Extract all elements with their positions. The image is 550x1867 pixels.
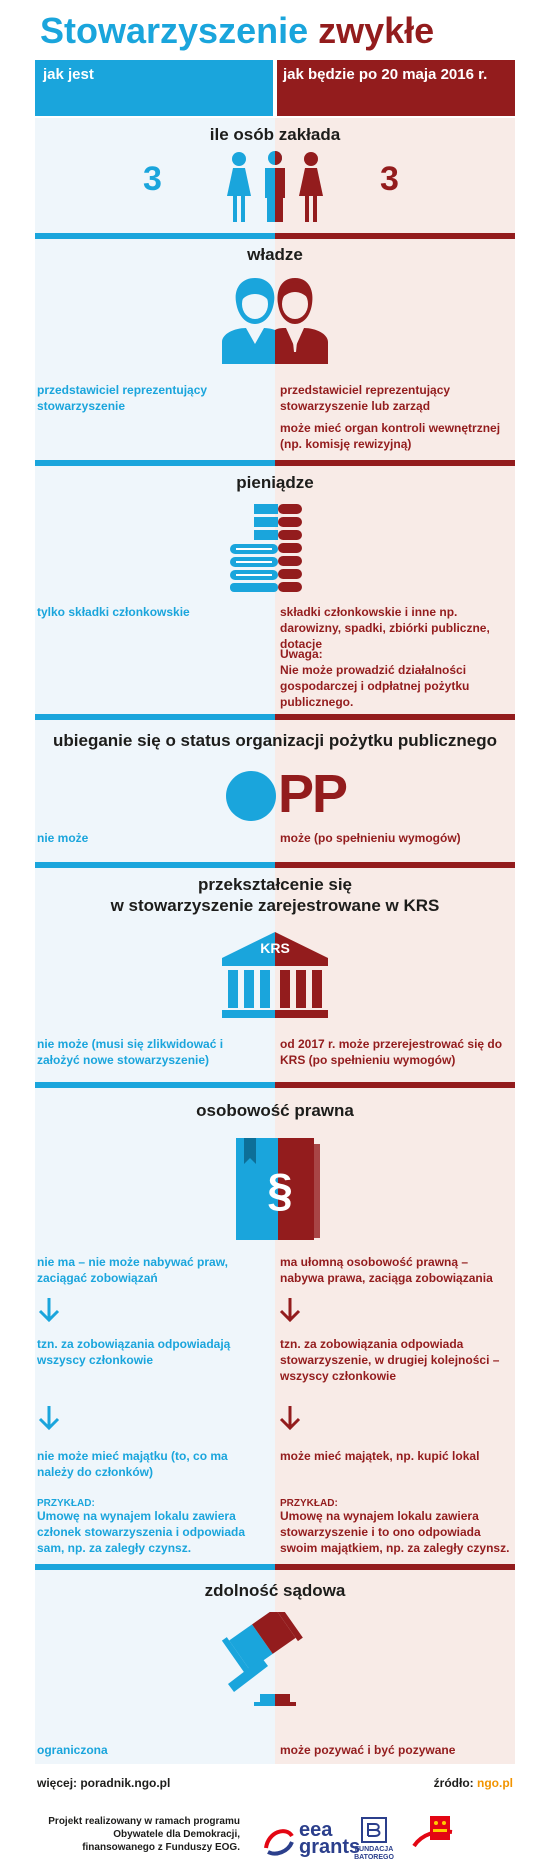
opp-logo-icon — [226, 764, 356, 824]
krs-right: od 2017 r. może przerejestrować się do KRS (po spełnieniu wymogów) — [280, 1037, 503, 1067]
project-note: Projekt realizowany w ramach programu Obywatele dla Demokracji, finansowanego z Funduszy EOG. — [48, 1816, 240, 1853]
people-icon — [225, 150, 325, 225]
divider-right — [275, 1082, 515, 1088]
legal-right-2: tzn. za zobowiązania odpowiada stowarzyszenie, w drugiej kolejności – wszyscy członkowie — [280, 1337, 500, 1383]
opp-right: może (po spełnieniu wymogów) — [280, 831, 461, 845]
source — [434, 1776, 513, 1790]
money-note: Nie może prowadzić działalności gospodarczej i odpłatnej pożytku publicznego. — [280, 663, 470, 709]
heading-money: pieniądze — [236, 473, 314, 492]
authorities-left: przedstawiciel reprezentujący stowarzyszenie — [37, 383, 208, 413]
source-link[interactable]: ngo.pl — [477, 1776, 513, 1790]
arrow-down-icon — [278, 1404, 302, 1432]
batory-foundation-logo-text: FUNDACJA BATOREGO — [354, 1846, 394, 1861]
founders-count-left: 3 — [143, 160, 162, 198]
divider-left — [35, 714, 275, 720]
divider-left — [35, 1564, 275, 1570]
heading-court: zdolność sądowa — [204, 1581, 346, 1600]
column-header-right: jak będzie po 20 maja 2016 r. — [277, 60, 515, 116]
legal-right-1: ma ułomną osobowość prawną – nabywa prawa, zaciąga zobowiązania — [280, 1255, 493, 1285]
heading-authorities: władze — [247, 245, 303, 264]
court-left: ograniczona — [37, 1743, 108, 1757]
divider-left — [35, 460, 275, 466]
eea-grants-logo-icon — [262, 1822, 296, 1856]
heading-krs-2: w stowarzyszenie zarejestrowane w KRS — [110, 896, 440, 915]
money-left: tylko składki członkowskie — [37, 605, 190, 619]
legal-right-example: Umowę na wynajem lokalu zawiera stowarzyszenie i to ono odpowiada swoim majątkiem, np. za zaległy czynsz. — [280, 1509, 510, 1555]
opp-letters: PP — [278, 764, 347, 824]
more-link[interactable]: więcej: poradnik.ngo.pl — [37, 1776, 171, 1790]
coins-icon — [228, 502, 328, 592]
legal-left-2: tzn. za zobowiązania odpowiadają wszyscy członkowie — [37, 1337, 231, 1367]
authorities-right-1: przedstawiciel reprezentujący stowarzyszenie lub zarząd — [280, 383, 451, 413]
title-part2: zwykłe — [318, 10, 435, 51]
arrow-down-icon — [278, 1296, 302, 1324]
eea-grants-logo-text: eea grants — [299, 1819, 361, 1858]
legal-left-1: nie ma – nie może nabywać praw, zaciągać zobowiązań — [37, 1255, 228, 1285]
partner-logo-icon — [412, 1812, 456, 1856]
heading-krs-1: przekształcenie się — [197, 875, 353, 894]
legal-left-3: nie może mieć majątku (to, co ma należy do członków) — [37, 1449, 228, 1479]
divider-right — [275, 862, 515, 868]
divider-left — [35, 233, 275, 239]
divider-left — [35, 1082, 275, 1088]
opp-left: nie może — [37, 831, 89, 845]
divider-right — [275, 460, 515, 466]
founders-count-right: 3 — [380, 160, 399, 198]
court-right: może pozywać i być pozywane — [280, 1743, 456, 1757]
column-header-left: jak jest — [35, 60, 273, 116]
krs-left: nie może (musi się zlikwidować i założyć nowe stowarzyszenie) — [37, 1037, 224, 1067]
legal-left-example: Umowę na wynajem lokalu zawiera członek stowarzyszenia i odpowiada sam, np. za zaległy czynsz. — [37, 1509, 246, 1555]
title-part1: Stowarzyszenie — [40, 10, 309, 51]
heading-legal: osobowość prawna — [196, 1101, 354, 1120]
gavel-icon — [210, 1612, 330, 1706]
money-right-1: składki członkowskie i inne np. darowizny, spadki, zbiórki publiczne, dotacje — [280, 605, 490, 651]
source-label: źródło: — [433, 1776, 474, 1790]
opp-circle — [226, 771, 276, 821]
users-icon — [220, 272, 330, 364]
divider-right — [275, 233, 515, 239]
legal-right-3: może mieć majątek, np. kupić lokal — [280, 1449, 480, 1463]
arrow-down-icon — [37, 1404, 61, 1432]
paragraph-symbol: § — [267, 1164, 293, 1216]
example-label: PRZYKŁAD: — [37, 1498, 95, 1509]
divider-right — [275, 714, 515, 720]
krs-logo-text: KRS — [260, 940, 290, 956]
page-title — [40, 6, 510, 56]
divider-left — [35, 862, 275, 868]
divider-right — [275, 1564, 515, 1570]
money-note-label: Uwaga: — [280, 647, 323, 661]
authorities-right-2: może mieć organ kontroli wewnętrznej (np. komisję rewizyjną) — [280, 421, 501, 451]
heading-opp: ubieganie się o status organizacji pożytku publicznego — [53, 731, 497, 750]
batory-foundation-logo-icon — [360, 1816, 388, 1844]
heading-founders: ile osób zakłada — [209, 125, 341, 144]
example-label: PRZYKŁAD: — [280, 1498, 338, 1509]
arrow-down-icon — [37, 1296, 61, 1324]
